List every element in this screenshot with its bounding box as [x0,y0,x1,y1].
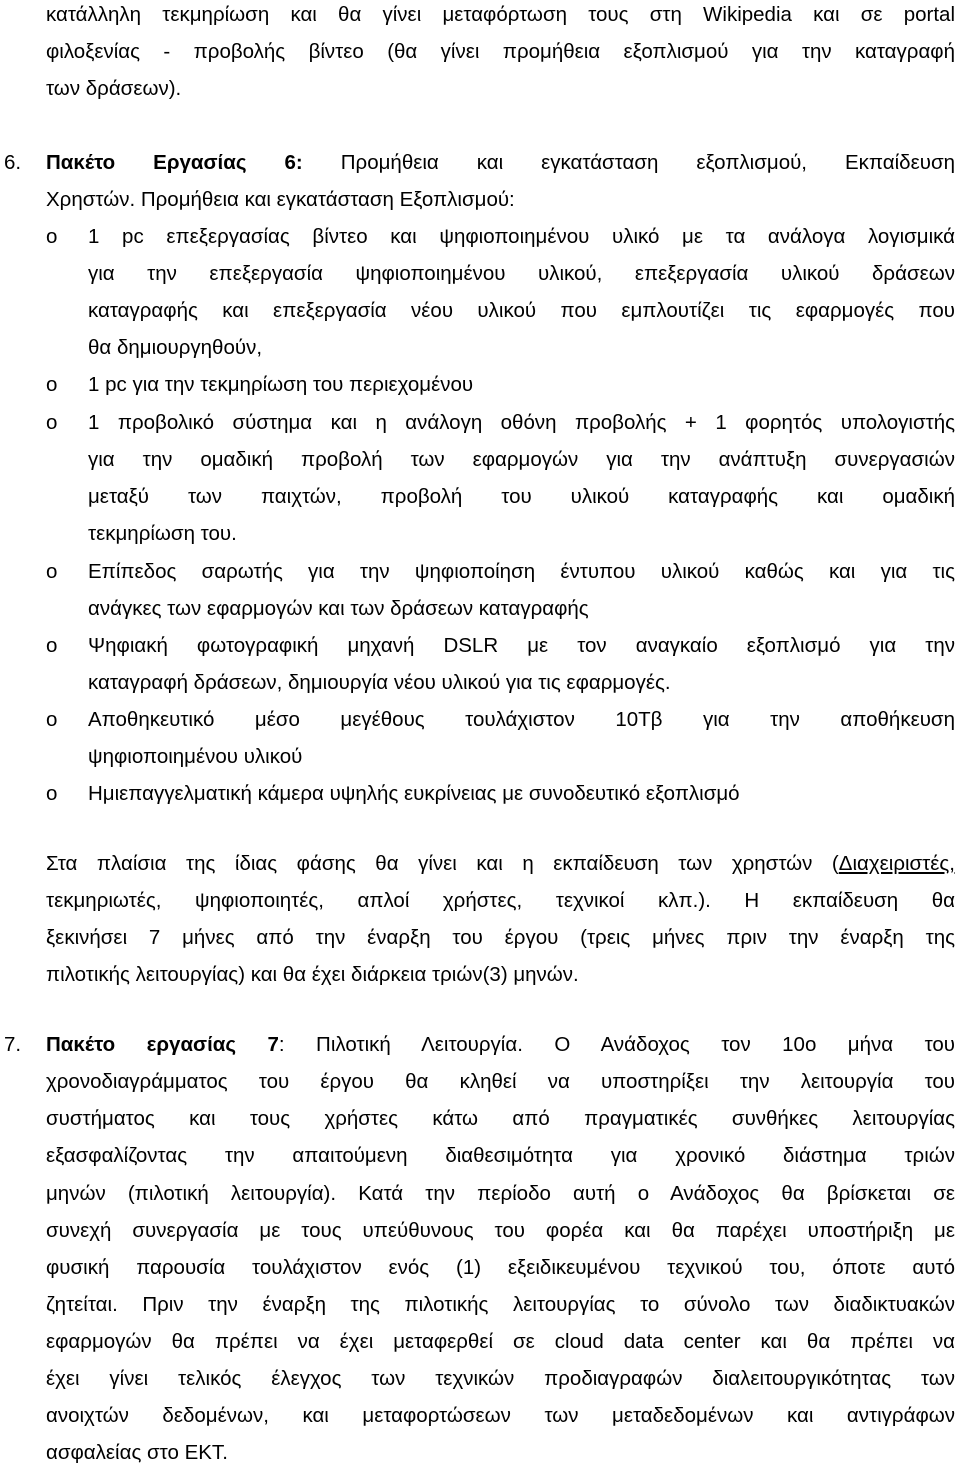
bullet-marker: o [46,373,58,396]
bullet-line: τεκμηρίωση του. [88,522,237,545]
list-number: 6. [4,151,22,174]
bullet-line: θα δημιουργηθούν, [88,336,263,359]
work-package-7-title: Πακέτο εργασίας 7 [46,1033,279,1056]
paragraph-line: ανοιχτών δεδομένων, και μεταφορτώσεων των μεταδεδομένων και αντιγράφων [46,1404,955,1427]
paragraph-line: συστήματος και τους χρήστες κάτω από πραγματικές συνθήκες λειτουργίας [46,1107,955,1130]
bullet-line: Επίπεδος σαρωτής για την ψηφιοποίηση έντυπου υλικού καθώς και για τις [88,560,955,583]
bullet-marker: o [46,411,58,434]
paragraph-line: ασφαλείας στο ΕΚΤ. [46,1441,228,1464]
work-package-6-heading [46,150,955,176]
training-underlined: Διαχειριστές, [838,852,955,875]
paragraph-line: μηνών (πιλοτική λειτουργία). Κατά την περίοδο αυτή ο Ανάδοχος θα βρίσκεται σε [46,1182,955,1205]
training-line [46,851,955,877]
bullet-line: για την ομαδική προβολή των εφαρμογών για την ανάπτυξη συνεργασιών [88,448,955,471]
paragraph-line: φυσική παρουσία τουλάχιστον ενός (1) εξειδικευμένου τεχνικού του, όποτε αυτό [46,1256,955,1279]
list-number: 7. [4,1033,22,1056]
bullet-line: για την επεξεργασία ψηφιοποιημένου υλικού, επεξεργασία υλικού δράσεων [88,262,955,285]
work-package-6-text: Προμήθεια και εγκατάσταση εξοπλισμού, Εκπαίδευση [302,151,955,174]
bullet-line: 1 pc για την τεκμηρίωση του περιεχομένου [88,373,474,396]
paragraph-line: κατάλληλη τεκμηρίωση και θα γίνει μεταφόρτωση τους στη Wikipedia και σε portal [46,3,955,26]
bullet-marker: o [46,708,58,731]
training-line: ξεκινήσει 7 μήνες από την έναρξη του έργου (τρεις μήνες πριν την έναρξη της [46,926,955,949]
training-text: Στα πλαίσια της ίδιας φάσης θα γίνει και η εκπαίδευση των χρηστών ( [46,852,839,875]
paragraph-line: έχει γίνει τελικός έλεγχος των τεχνικών προδιαγραφών διαλειτουργικότητας των [46,1367,955,1390]
bullet-marker: o [46,560,58,583]
bullet-line: 1 pc επεξεργασίας βίντεο και ψηφιοποιημένου υλικό με τα ανάλογα λογισμικά [88,225,955,248]
bullet-line: ανάγκες των εφαρμογών και των δράσεων καταγραφής [88,597,589,620]
bullet-marker: o [46,225,58,248]
paragraph-line: συνεχή συνεργασία με τους υπεύθυνους του φορέα και θα παρέχει υποστήριξη με [46,1219,955,1242]
bullet-line: μεταξύ των παιχτών, προβολή του υλικού καταγραφής και ομαδική [88,485,955,508]
bullet-line: Ημιεπαγγελματική κάμερα υψηλής ευκρίνειας με συνοδευτικό εξοπλισμό [88,782,740,805]
paragraph-line: φιλοξενίας - προβολής βίντεο (θα γίνει προμήθεια εξοπλισμού για την καταγραφή [46,40,955,63]
bullet-marker: o [46,782,58,805]
paragraph-line: εφαρμογών θα πρέπει να έχει μεταφερθεί σε cloud data center και θα πρέπει να [46,1330,955,1353]
bullet-line: ψηφιοποιημένου υλικού [88,745,303,768]
bullet-line: Αποθηκευτικό μέσο μεγέθους τουλάχιστον 10Τβ για την αποθήκευση [88,708,955,731]
paragraph-line: Χρηστών. Προμήθεια και εγκατάσταση Εξοπλισμού: [46,188,515,211]
paragraph-line: εξασφαλίζοντας την απαιτούμενη διαθεσιμότητα για χρονικό διάστημα τριών [46,1144,955,1167]
paragraph-line: ζητείται. Πριν την έναρξη της πιλοτικής λειτουργίας το σύνολο των διαδικτυακών [46,1293,955,1316]
training-line: πιλοτικής λειτουργίας) και θα έχει διάρκεια τριών(3) μηνών. [46,963,579,986]
bullet-line: καταγραφής και επεξεργασία νέου υλικού που εμπλουτίζει τις εφαρμογές που [88,299,955,322]
bullet-line: 1 προβολικό σύστημα και η ανάλογη οθόνη προβολής + 1 φορητός υπολογιστής [88,411,955,434]
work-package-6-title: Πακέτο Εργασίας 6: [46,151,303,174]
bullet-line: καταγραφή δράσεων, δημιουργία νέου υλικού για τις εφαρμογές. [88,671,671,694]
paragraph-line: των δράσεων). [46,77,182,100]
bullet-marker: o [46,634,58,657]
work-package-7-heading [46,1032,955,1058]
paragraph-line: χρονοδιαγράμματος του έργου θα κληθεί να υποστηρίξει την λειτουργία του [46,1070,955,1093]
work-package-7-text: : Πιλοτική Λειτουργία. Ο Ανάδοχος τον 10ο μήνα του [278,1033,955,1056]
bullet-line: Ψηφιακή φωτογραφική μηχανή DSLR με τον αναγκαίο εξοπλισμό για την [88,634,955,657]
training-line: τεκμηριωτές, ψηφιοποιητές, απλοί χρήστες, τεχνικοί κλπ.). Η εκπαίδευση θα [46,889,955,912]
